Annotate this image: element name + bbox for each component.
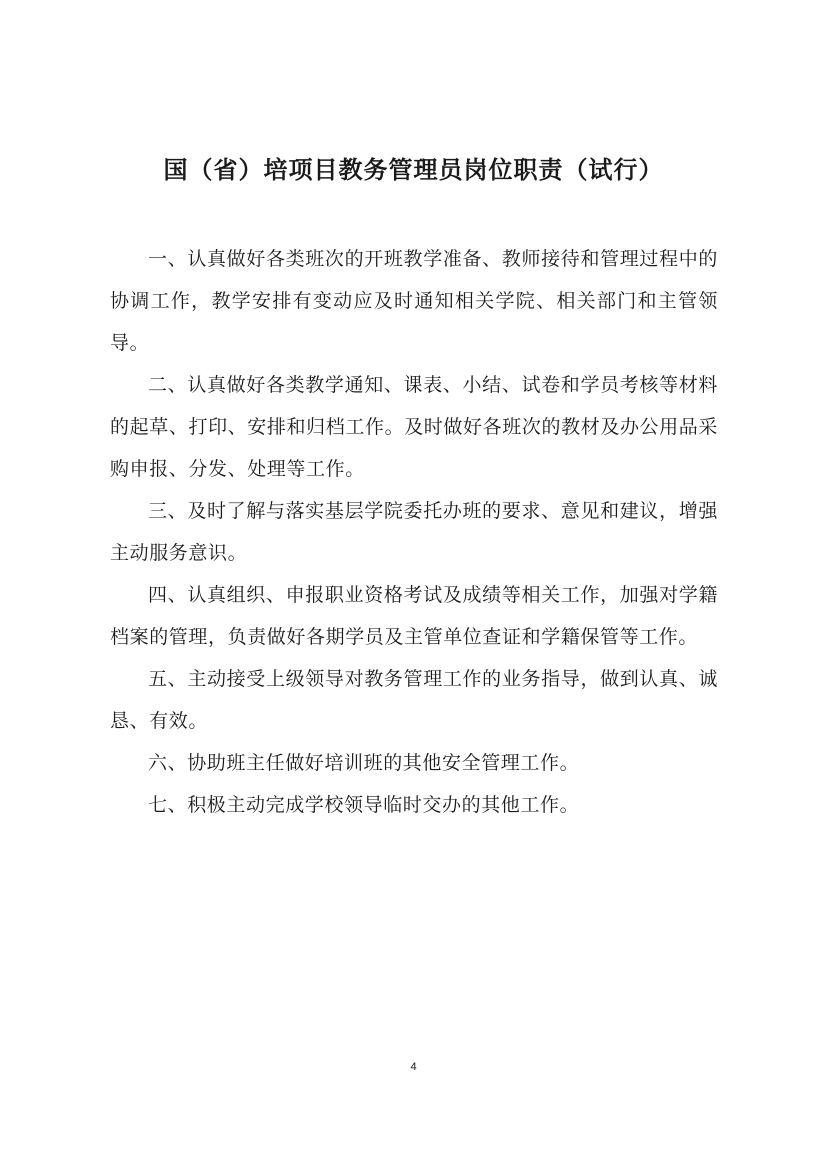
- page-number: 4: [410, 1061, 417, 1073]
- duty-paragraph-6: 六、协助班主任做好培训班的其他安全管理工作。: [148, 752, 580, 774]
- duty-paragraph-3: 三、及时了解与落实基层学院委托办班的要求、意见和建议，增强主动服务意识。: [110, 500, 718, 564]
- duty-paragraph-5: 五、主动接受上级领导对教务管理工作的业务指导，做到认真、诚恳、有效。: [110, 668, 718, 732]
- document-body: [110, 238, 718, 826]
- document-title: 国（省）培项目教务管理员岗位职责（试行）: [163, 155, 664, 184]
- duty-paragraph-4: 四、认真组织、申报职业资格考试及成绩等相关工作，加强对学籍档案的管理，负责做好各期学员及主管单位查证和学籍保管等工作。: [110, 584, 718, 648]
- duty-paragraph-7: 七、积极主动完成学校领导临时交办的其他工作。: [148, 794, 580, 816]
- duty-paragraph-2: 二、认真做好各类教学通知、课表、小结、试卷和学员考核等材料的起草、打印、安排和归档工作。及时做好各班次的教材及办公用品采购申报、分发、处理等工作。: [110, 374, 718, 480]
- duty-paragraph-1: 一、认真做好各类班次的开班教学准备、教师接待和管理过程中的协调工作，教学安排有变动应及时通知相关学院、相关部门和主管领导。: [110, 248, 718, 354]
